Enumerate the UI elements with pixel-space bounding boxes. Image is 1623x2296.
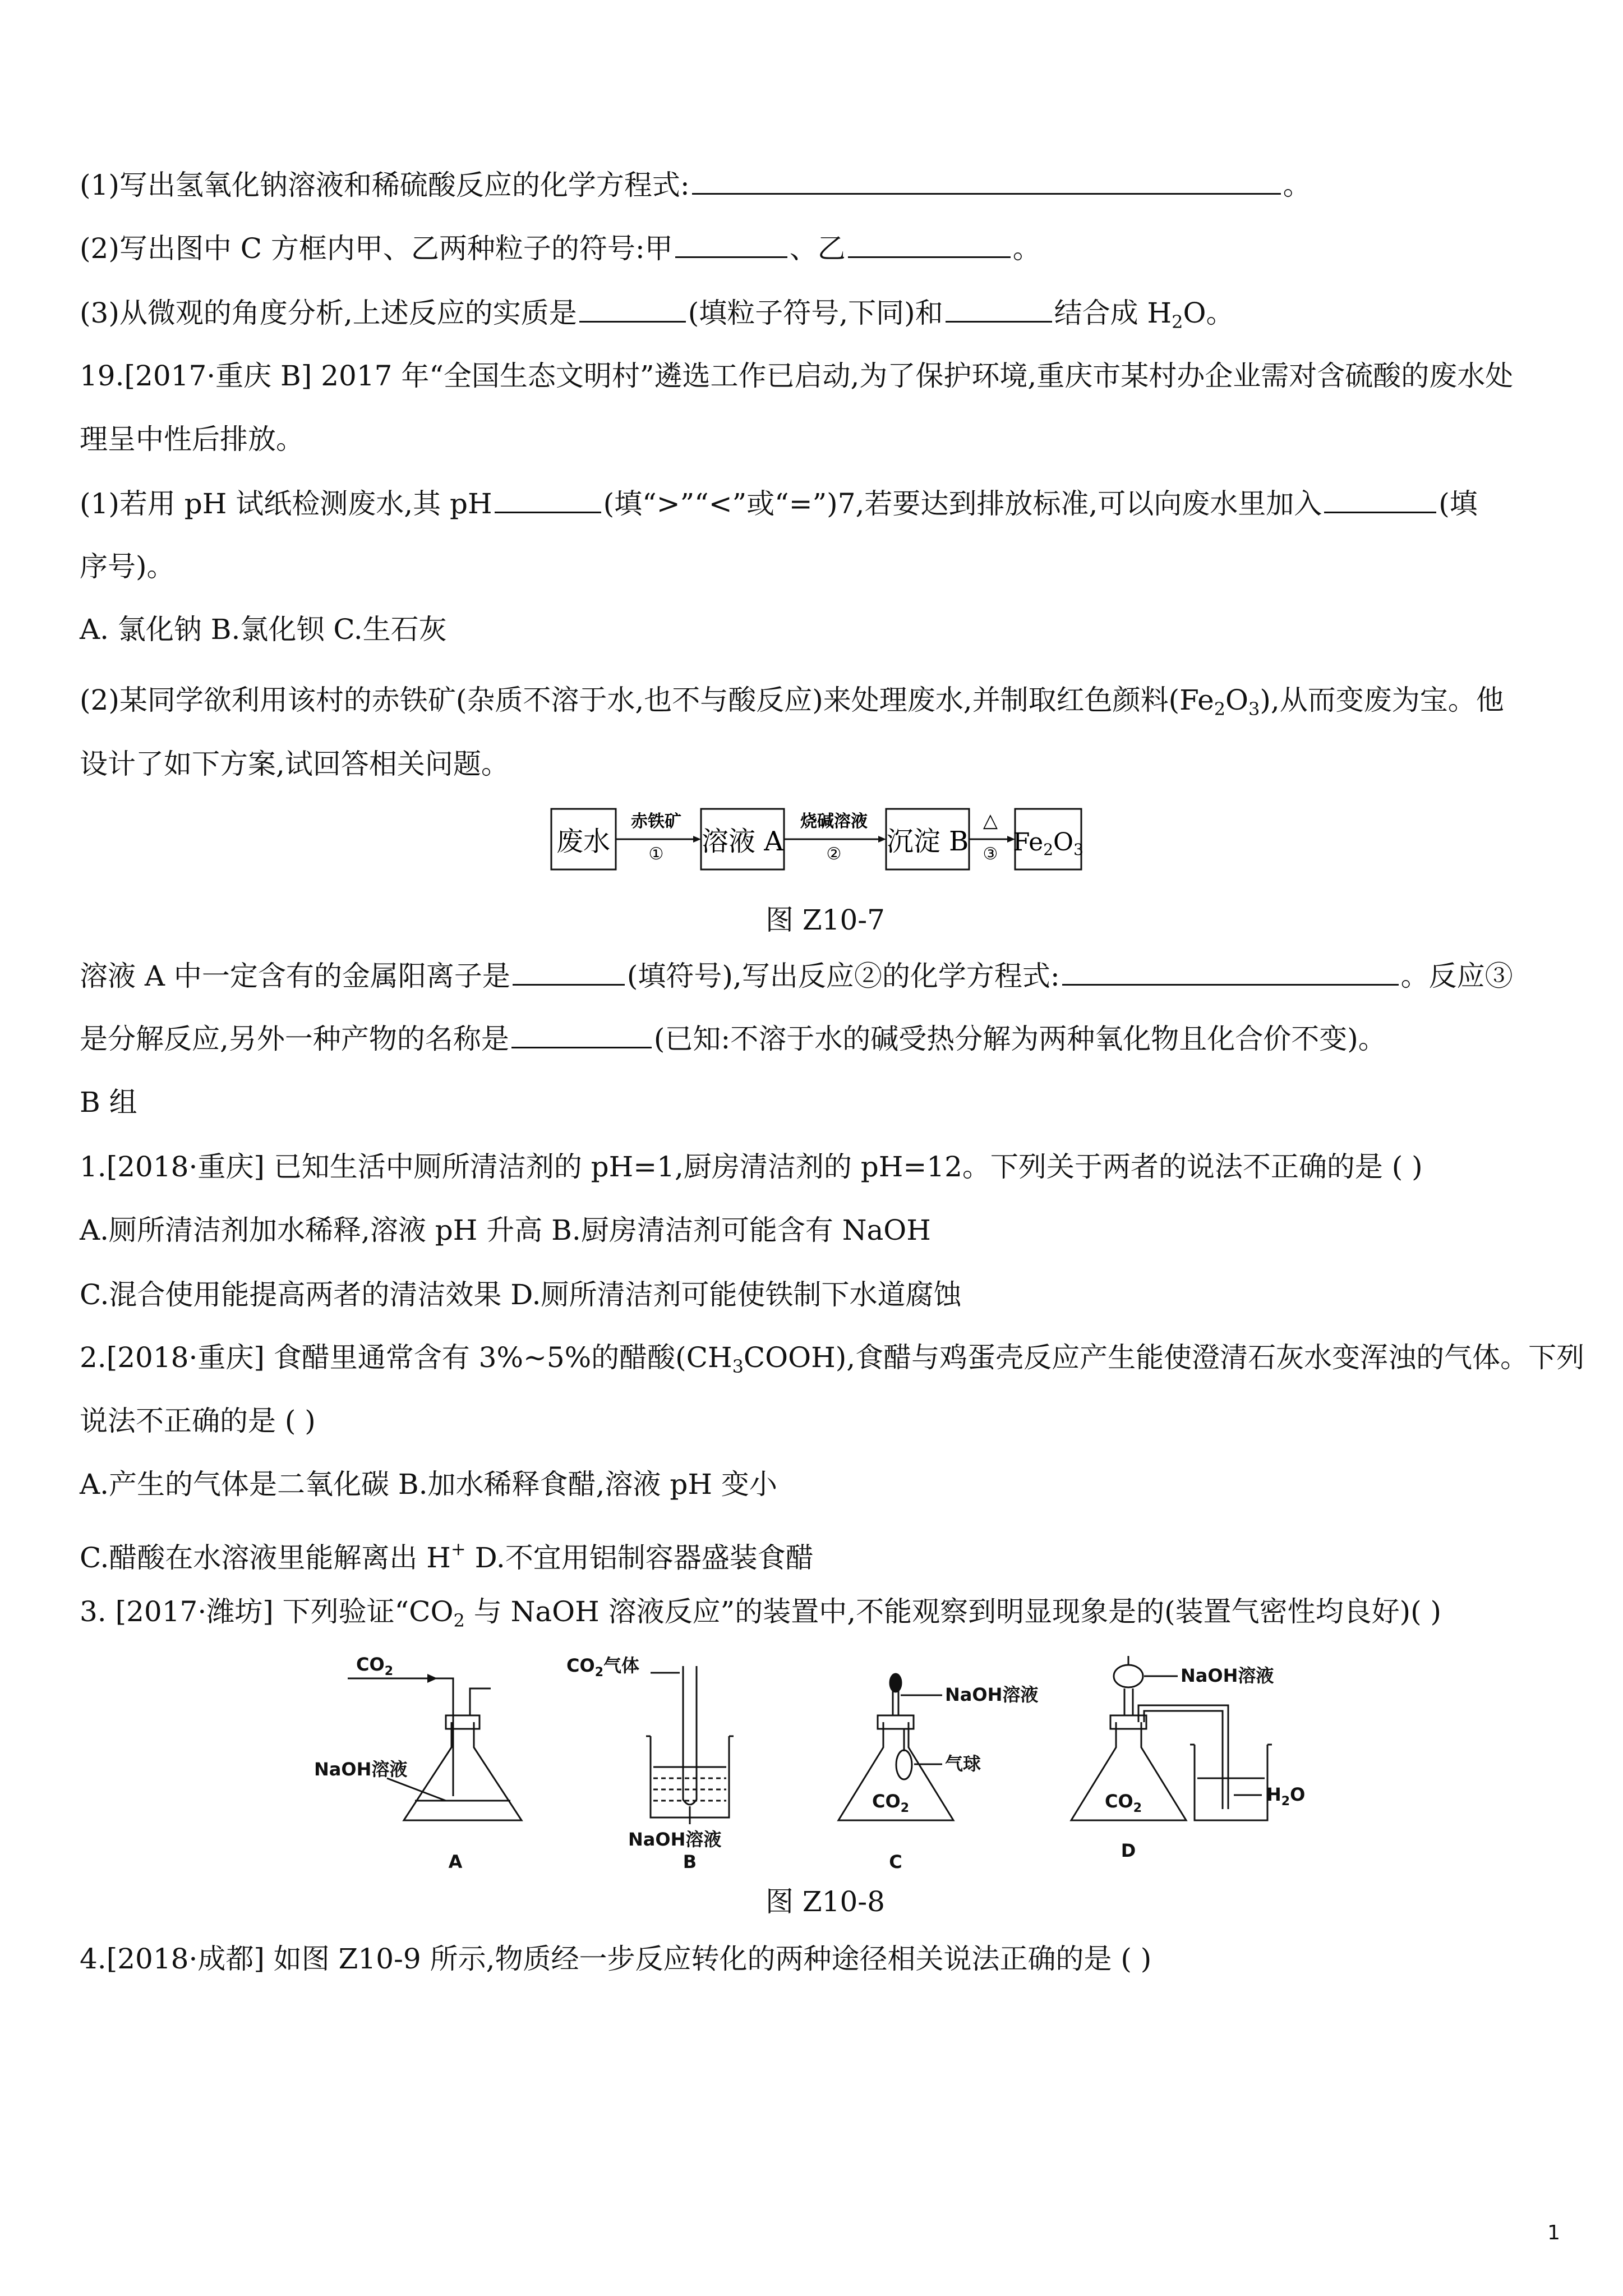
flow-arrow1-bottom: ① bbox=[648, 844, 664, 864]
b1-options-ab: A.厕所清洁剂加水稀释,溶液 pH 升高 B.厨房清洁剂可能含有 NaOH bbox=[80, 1214, 931, 1246]
flow-label-precipitate-b: 沉淀 B bbox=[886, 826, 969, 857]
answer-blank[interactable] bbox=[848, 232, 1011, 258]
fig-a-co2-label: $CO_2$ bbox=[356, 1654, 393, 1678]
fig-c-letter: C bbox=[889, 1851, 902, 1872]
answer-blank[interactable] bbox=[1324, 487, 1436, 513]
answer-blank[interactable] bbox=[946, 296, 1052, 323]
q18-part1: (1)写出氢氧化钠溶液和稀硫酸反应的化学方程式: 。 bbox=[80, 169, 1311, 201]
q19-part1-cont: 序号)。 bbox=[80, 550, 175, 583]
q18-part3: (3)从微观的角度分析,上述反应的实质是 (填粒子符号,下同)和 结合成 $H_2O$。 bbox=[80, 297, 1234, 333]
flow-arrow3-bottom: ③ bbox=[983, 844, 998, 864]
flow-label-solution-a: 溶液 A bbox=[702, 826, 783, 857]
fig-d-letter: D bbox=[1121, 1840, 1136, 1861]
apparatus-figure bbox=[303, 1649, 1335, 1890]
answer-blank[interactable] bbox=[511, 1022, 652, 1048]
fig-d-naoh-label: NaOH溶液 bbox=[1181, 1665, 1274, 1686]
b2-options-ab: A.产生的气体是二氧化碳 B.加水稀释食醋,溶液 pH 变小 bbox=[80, 1468, 777, 1501]
test-tube-b bbox=[683, 1666, 697, 1805]
answer-blank[interactable] bbox=[513, 959, 625, 986]
b3-question: 3. [2017·潍坊] 下列验证“$CO_2$ 与 NaOH 溶液反应”的装置中,不能观察到明显现象是的(装置气密性均良好)( ) bbox=[80, 1595, 1442, 1631]
funnel-stem-d bbox=[1124, 1688, 1133, 1715]
fig-d-co2-label: $CO_2$ bbox=[1105, 1791, 1142, 1815]
answer-blank[interactable] bbox=[579, 296, 686, 323]
b1-question: 1.[2018·重庆] 已知生活中厕所清洁剂的 pH=1,厨房清洁剂的 pH=12。下列关于两者的说法不正确的是 ( ) bbox=[80, 1151, 1423, 1183]
balloon-c bbox=[896, 1750, 912, 1779]
answer-blank[interactable] bbox=[495, 487, 601, 513]
b2-question-cont: 说法不正确的是 ( ) bbox=[80, 1405, 316, 1437]
beaker-d bbox=[1195, 1745, 1267, 1820]
fig-b-naoh-label: NaOH溶液 bbox=[628, 1829, 722, 1850]
fig-b-letter: B bbox=[683, 1851, 697, 1872]
figure-caption-z10-7: 图 Z10-7 bbox=[766, 904, 885, 936]
q18-part2: (2)写出图中 C 方框内甲、乙两种粒子的符号:甲 、乙 。 bbox=[80, 232, 1041, 265]
connecting-tube-d bbox=[1138, 1705, 1228, 1809]
q19-part2-cont: 设计了如下方案,试回答相关问题。 bbox=[80, 748, 509, 780]
b4-question: 4.[2018·成都] 如图 Z10-9 所示,物质经一步反应转化的两种途径相关说法正确的是 ( ) bbox=[80, 1943, 1152, 1975]
flow-arrow1-top: 赤铁矿 bbox=[631, 812, 681, 831]
q19-head: 19.[2017·重庆 B] 2017 年“全国生态文明村”遴选工作已启动,为了保护环境,重庆市某村办企业需对含硫酸的废水处 bbox=[80, 360, 1514, 392]
outlet-tube-a bbox=[470, 1688, 491, 1715]
q19-part4: 是分解反应,另外一种产物的名称是 (已知:不溶于水的碱受热分解为两种氧化物且化合价不变)。 bbox=[80, 1023, 1386, 1055]
separatory-funnel-d bbox=[1114, 1665, 1143, 1687]
q19-part1: (1)若用 pH 试纸检测废水,其 pH (填“>”“<”或“=”)7,若要达到排放标准,可以向废水里加入 (填 bbox=[80, 487, 1478, 520]
fig-c-balloon-label: 气球 bbox=[945, 1753, 981, 1774]
apparatus-a bbox=[348, 1678, 522, 1820]
answer-blank[interactable] bbox=[1062, 959, 1399, 986]
gas-arrow-head bbox=[427, 1674, 437, 1683]
label-line-a bbox=[387, 1778, 446, 1801]
b1-options-cd: C.混合使用能提高两者的清洁效果 D.厕所清洁剂可能使铁制下水道腐蚀 bbox=[80, 1278, 962, 1311]
fig-d-h2o-label: $H_2O$ bbox=[1266, 1784, 1306, 1809]
flow-diagram bbox=[550, 797, 1088, 875]
flow-label-fe2o3: Fe2O3 bbox=[1013, 828, 1083, 859]
flask-a bbox=[404, 1722, 522, 1820]
fig-b-gas-label: $CO_2$气体 bbox=[566, 1655, 640, 1680]
arrowhead bbox=[693, 836, 701, 843]
page-number: 1 bbox=[1547, 2221, 1560, 2244]
group-b-heading: B 组 bbox=[80, 1086, 137, 1119]
arrowhead bbox=[878, 836, 886, 843]
b2-options-cd: C.醋酸在水溶液里能解离出 H+ D.不宜用铝制容器盛装食醋 bbox=[80, 1538, 814, 1574]
q19-head2: 理呈中性后排放。 bbox=[80, 423, 304, 455]
q19-part3: 溶液 A 中一定含有的金属阳离子是 (填符号),写出反应②的化学方程式: 。反应③ bbox=[80, 960, 1513, 992]
figure-caption-z10-8: 图 Z10-8 bbox=[766, 1885, 885, 1918]
flow-arrow3-top: △ bbox=[983, 809, 998, 832]
flow-arrow2-top: 烧碱溶液 bbox=[800, 812, 868, 831]
inlet-tube-a bbox=[429, 1678, 453, 1796]
fig-c-naoh-label: NaOH溶液 bbox=[945, 1684, 1039, 1705]
b2-question: 2.[2018·重庆] 食醋里通常含有 3%~5%的醋酸$(CH_3COOH)$,食醋与鸡蛋壳反应产生能使澄清石灰水变浑浊的气体。下列 bbox=[80, 1341, 1585, 1377]
q19-part2: (2)某同学欲利用该村的赤铁矿(杂质不溶于水,也不与酸反应)来处理废水,并制取红色颜料$(Fe_2O_3)$,从而变废为宝。他 bbox=[80, 684, 1504, 720]
flow-arrow2-bottom: ② bbox=[826, 844, 842, 864]
fig-c-co2-label: $CO_2$ bbox=[872, 1791, 909, 1815]
answer-blank[interactable] bbox=[675, 232, 787, 258]
q19-options: A. 氯化钠 B.氯化钡 C.生石灰 bbox=[80, 613, 447, 646]
apparatus-b bbox=[646, 1666, 734, 1824]
fig-a-letter: A bbox=[448, 1851, 463, 1872]
answer-blank[interactable] bbox=[692, 168, 1281, 195]
dropper-bulb bbox=[890, 1674, 901, 1692]
fig-a-naoh-label: NaOH溶液 bbox=[314, 1759, 408, 1780]
flow-label-waste: 废水 bbox=[556, 826, 611, 857]
